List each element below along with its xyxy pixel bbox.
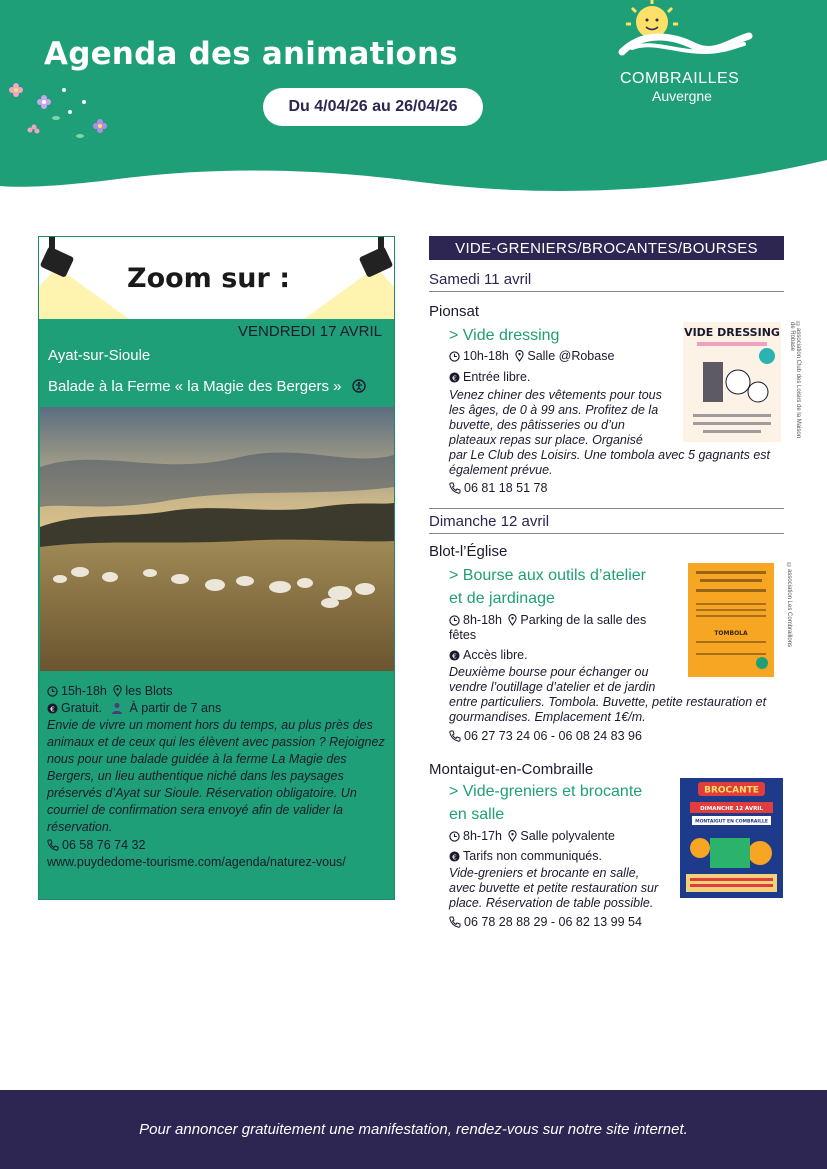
- desc-line: plateaux repas sur place. Organisé: [449, 433, 643, 447]
- event-price-row: [449, 648, 528, 663]
- event-town-pionsat: Pionsat: [429, 303, 480, 320]
- euro-icon: [449, 372, 460, 383]
- photo-credit: ©association Les Combraillons: [786, 563, 792, 648]
- event-price-row: [449, 370, 530, 385]
- flowers-decoration: [0, 72, 120, 152]
- event-time-row: [449, 613, 646, 643]
- location-pin-icon: [508, 614, 517, 626]
- event-description: [449, 866, 658, 911]
- location-pin-icon: [515, 350, 524, 362]
- desc-line: gourmandises. Emplacement 1€/m.: [449, 710, 646, 724]
- zoom-description: Envie de vivre un moment hors du temps, au plus près des animaux et de ceux qui les élèvent avec passion ? Rejoignez nous pour une balade guidée à la ferme La Magie des Bergers, un lieu authentique niché dans les paysages préservés d’Ayat sur Sioule. Réservation obligatoire. Un courriel de confirmation sera envoyé afin de valider la réservation.: [47, 718, 385, 834]
- page-title: Agenda des animations: [44, 36, 458, 72]
- event-time-row: [449, 829, 615, 844]
- spotlight-right-icon: [304, 237, 394, 319]
- logo-text: COMBRAILLES: [620, 70, 740, 87]
- category-bar: VIDE-GRENIERS/BROCANTES/BOURSES: [429, 236, 784, 260]
- event-location: Salle @Robase: [527, 349, 615, 363]
- phone-icon: [449, 916, 461, 928]
- desc-line: buvette, des pâtisseries ou d’un: [449, 418, 625, 432]
- desc-line: Deuxième bourse pour échanger ou: [449, 665, 649, 679]
- phone-icon: [449, 730, 461, 742]
- desc-line: Vide-greniers et brocante en salle,: [449, 866, 640, 880]
- event-title-bourse-outils[interactable]: [449, 564, 646, 610]
- poster-title: BROCANTE: [704, 785, 759, 796]
- svg-text:€: €: [50, 704, 55, 714]
- poster-place: MONTAIGUT EN COMBRAILLE: [695, 819, 768, 825]
- zoom-phone[interactable]: 06 58 76 74 32: [62, 838, 146, 852]
- zoom-feature-box: [38, 236, 395, 900]
- header: [0, 0, 827, 200]
- event-time: 8h-18h: [463, 613, 502, 627]
- zoom-event-label: Balade à la Ferme « la Magie des Bergers »: [48, 378, 342, 395]
- desc-line: place. Réservation de table possible.: [449, 896, 654, 910]
- event-price: Entrée libre.: [463, 370, 531, 384]
- event-title-line: > Vide-greniers et brocante: [449, 783, 643, 800]
- event-phone-row: [449, 915, 642, 930]
- event-title-line: > Bourse aux outils d’atelier: [449, 567, 646, 584]
- location-pin-icon: [113, 685, 122, 697]
- svg-text:€: €: [452, 373, 457, 383]
- footer: [0, 1090, 827, 1169]
- poster-title: TOMBOLA: [714, 630, 748, 637]
- euro-icon: [449, 851, 460, 862]
- event-title-line: et de jardinage: [449, 590, 555, 607]
- event-town-montaigut: Montaigut-en-Combraille: [429, 761, 594, 778]
- zoom-time-row: [47, 683, 389, 700]
- svg-text:€: €: [452, 651, 457, 661]
- event-phone-row: [449, 729, 642, 744]
- zoom-info: [47, 683, 389, 871]
- desc-line: vendre l’outillage d’atelier et de jardin: [449, 680, 656, 694]
- photo-credit: ©association Club des Loisirs de la Maison de Robase: [789, 322, 801, 439]
- desc-line: avec buvette et petite restauration sur: [449, 881, 659, 895]
- phone-icon: [449, 482, 461, 494]
- event-price: Tarifs non communiqués.: [463, 849, 602, 863]
- vide-dressing-poster: [683, 322, 781, 442]
- event-title-vide-greniers[interactable]: [449, 780, 642, 826]
- clock-icon: [47, 686, 58, 697]
- location-pin-icon: [508, 830, 517, 842]
- clock-icon: [449, 615, 460, 626]
- bourse-outils-poster: [688, 563, 774, 677]
- event-phone[interactable]: 06 81 18 51 78: [464, 481, 548, 495]
- event-time: 8h-17h: [463, 829, 502, 843]
- poster-title: VIDE DRESSING: [684, 326, 780, 339]
- divider: [429, 508, 784, 509]
- day-header-saturday: Samedi 11 avril: [429, 271, 784, 292]
- accessibility-icon: [352, 379, 366, 393]
- event-title-line: en salle: [449, 806, 505, 823]
- clock-icon: [449, 831, 460, 842]
- clock-icon: [449, 351, 460, 362]
- spotlight-left-icon: [39, 237, 129, 319]
- person-age-icon: [111, 702, 123, 714]
- desc-line: entre particuliers. Tombola. Buvette, petite restauration et: [449, 695, 767, 709]
- event-title-vide-dressing[interactable]: > Vide dressing: [449, 327, 560, 344]
- event-price: Accès libre.: [463, 648, 528, 662]
- zoom-event-title: [48, 378, 369, 395]
- zoom-phone-row: [47, 837, 389, 854]
- brocante-poster: [680, 778, 783, 898]
- desc-line: par Le Club des Loisirs. Une tombola avec 5 gagnants est: [449, 448, 771, 462]
- day-header-sunday: Dimanche 12 avril: [429, 513, 784, 534]
- desc-line: les âges, de 0 à 99 ans. Profitez de la: [449, 403, 659, 417]
- zoom-header: [39, 237, 394, 319]
- event-phone[interactable]: 06 27 73 24 06 - 06 08 24 83 96: [464, 729, 642, 743]
- footer-text[interactable]: Pour annoncer gratuitement une manifestation, rendez-vous sur notre site internet.: [139, 1121, 688, 1138]
- zoom-website[interactable]: www.puydedome-tourisme.com/agenda/naturez-vous/: [47, 855, 346, 869]
- zoom-heading: Zoom sur :: [127, 263, 291, 294]
- desc-line: également prévue.: [449, 463, 553, 477]
- event-phone[interactable]: 06 78 28 88 29 - 06 82 13 99 54: [464, 915, 642, 929]
- sheep-field-photo: [40, 407, 394, 671]
- zoom-location: les Blots: [125, 684, 173, 698]
- poster-subtitle: DIMANCHE 12 AVRIL: [700, 806, 763, 812]
- zoom-time: 15h-18h: [61, 684, 107, 698]
- event-price-row: [449, 849, 602, 864]
- date-range-badge: Du 4/04/26 au 26/04/26: [263, 88, 483, 126]
- phone-icon: [47, 839, 59, 851]
- event-time-row: [449, 349, 614, 364]
- event-location: Parking de la salle des: [520, 613, 647, 627]
- event-location-cont: fêtes: [449, 628, 477, 642]
- svg-text:€: €: [452, 852, 457, 862]
- zoom-age: À partir de 7 ans: [129, 701, 222, 715]
- event-town-blot: Blot-l’Église: [429, 543, 508, 560]
- zoom-day: VENDREDI 17 AVRIL: [238, 323, 382, 340]
- zoom-place: Ayat-sur-Sioule: [48, 347, 151, 364]
- euro-icon: [47, 703, 58, 714]
- zoom-price: Gratuit.: [61, 701, 102, 715]
- zoom-price-row: [47, 700, 389, 717]
- euro-icon: [449, 650, 460, 661]
- event-phone-row: [449, 481, 547, 496]
- event-time: 10h-18h: [463, 349, 509, 363]
- logo-subtext: Auvergne: [652, 88, 712, 104]
- desc-line: Venez chiner des vêtements pour tous: [449, 388, 662, 402]
- event-location: Salle polyvalente: [520, 829, 615, 843]
